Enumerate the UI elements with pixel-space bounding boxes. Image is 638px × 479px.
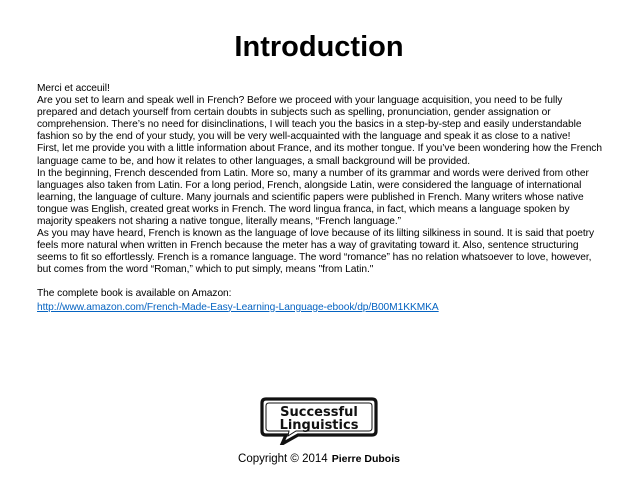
intro-paragraph: Are you set to learn and speak well in French? Before we proceed with your language acquisition, you need to be fully prepared and detach yourself from certain doubts in subjects such as spelling, pronunciation, gender assignation or comprehension. There’s no need for disinclinations, I will teach you the basics in a step-by-step and easily understandable fashion so by the end of your study, you will be very well-acquainted with the language and speak it as close to a native! (37, 95, 582, 143)
author-name: Pierre Dubois (331, 453, 400, 465)
successful-linguistics-logo (258, 395, 380, 445)
page-title: Introduction (234, 31, 404, 63)
amazon-link-wrap (37, 302, 605, 314)
amazon-link[interactable]: http://www.amazon.com/French-Made-Easy-Learning-Language-ebook/dp/B00M1KKMKA (37, 301, 439, 313)
book-note: The complete book is available on Amazon: (37, 287, 232, 299)
spacer (37, 277, 605, 288)
logo-line2: Linguistics (279, 418, 359, 433)
history-paragraph: In the beginning, French descended from Latin. More so, many a number of its grammar and words were derived from other languages also taken from Latin. For a long period, French, alongside Latin, were considered the language of international learning, the language of culture. Many journals and scientific papers were published in French. Many writers whose native tongue was English, created great works in French. The word lingua franca, in fact, which means a language spoken by majority speakers not sharing a native tongue, literally means, “French language.” (37, 167, 589, 228)
france-paragraph: First, let me provide you with a little information about France, and its mother tongue. If you’ve been wondering how the French language came to be, and how it relates to other languages, a small background will be provided. (37, 143, 602, 167)
copyright-line (0, 452, 638, 466)
copyright-text: Copyright © 2014 (238, 453, 328, 465)
logo-line1: Successful (280, 405, 358, 420)
greeting-paragraph: Merci et acceuil! (37, 83, 110, 94)
body-text (37, 83, 605, 314)
romance-paragraph: As you may have heard, French is known as the language of love because of its lilting silkiness in sound. It is said that poetry feels more natural when written in French because the meter has a way of gravitating toward it. Also, sentence structuring seems to fit so effortlessly. French is a romance language. The word “romance” has no relation whatsoever to love, however, but comes from the word “Roman,” which to put simply, means "from Latin." (37, 228, 595, 276)
